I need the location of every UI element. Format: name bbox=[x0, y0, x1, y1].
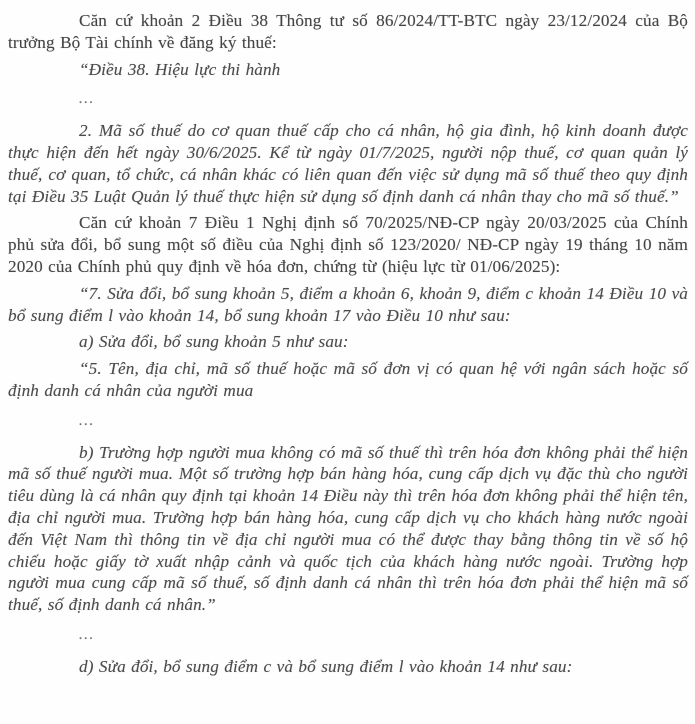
paragraph-point-a-amendment: a) Sửa đổi, bổ sung khoản 5 như sau: bbox=[79, 332, 349, 352]
paragraph-legal-basis-decree: Căn cứ khoản 7 Điều 1 Nghị định số 70/2025/NĐ-CP ngày 20/03/2025 của Chính phủ sửa đổi, bổ sung một số điều của Nghị định số 123/2020/ NĐ-CP ngày 19 tháng 10 năm 2020 của Chính phủ quy định về hóa đơn, chứng từ (hiệu lực từ 01/06/2025): bbox=[8, 213, 688, 276]
paragraph-point-d-amendment: d) Sửa đổi, bổ sung điểm c và bổ sung điểm l vào khoản 14 như sau: bbox=[79, 656, 573, 676]
paragraph-ellipsis: ... bbox=[79, 412, 95, 429]
paragraph-ellipsis: ... bbox=[79, 91, 95, 108]
paragraph-legal-basis-circular: Căn cứ khoản 2 Điều 38 Thông tư số 86/2024/TT-BTC ngày 23/12/2024 của Bộ trưởng Bộ Tài chính về đăng ký thuế: bbox=[8, 11, 688, 52]
paragraph-clause-2-tax-code: 2. Mã số thuế do cơ quan thuế cấp cho cá nhân, hộ gia đình, hộ kinh doanh được thực hiện đến hết ngày 30/6/2025. Kể từ ngày 01/7/2025, người nộp thuế, cơ quan quản lý thuế, cơ quan, tổ chức, cá nhân khác có liên quan đến việc sử dụng mã số thuế theo quy định tại Điều 35 Luật Quản lý thuế thực hiện sử dụng số định danh cá nhân thay cho mã số thuế.” bbox=[8, 121, 688, 206]
paragraph-ellipsis: ... bbox=[79, 626, 95, 643]
paragraph-clause-5-buyer-info: “5. Tên, địa chỉ, mã số thuế hoặc mã số đơn vị có quan hệ với ngân sách hoặc số định danh cá nhân của người mua bbox=[8, 359, 688, 400]
paragraph-point-b-no-tax-code: b) Trường hợp người mua không có mã số thuế thì trên hóa đơn không phải thể hiện mã số thuế người mua. Một số trường hợp bán hàng hóa, cung cấp dịch vụ đặc thù cho người tiêu dùng là cá nhân quy định tại khoản 14 Điều này thì trên hóa đơn không phải thể hiện tên, địa chỉ người mua. Trường hợp bán hàng hóa, cung cấp dịch vụ cho khách hàng nước ngoài đến Việt Nam thì thông tin về địa chỉ người mua có thể được thay bằng thông tin về số hộ chiếu hoặc giấy tờ xuất nhập cảnh và quốc tịch của khách hàng nước ngoài. Trường hợp người mua cung cấp mã số thuế, số định danh cá nhân thì trên hóa đơn phải thể hiện mã số thuế, số định danh cá nhân.” bbox=[8, 442, 688, 615]
paragraph-article-38-heading: “Điều 38. Hiệu lực thi hành bbox=[79, 59, 281, 79]
paragraph-clause-7-amendment: “7. Sửa đổi, bổ sung khoản 5, điểm a khoản 6, khoản 9, điểm c khoản 14 Điều 10 và bổ sung điểm l vào khoản 14, bổ sung khoản 17 vào Điều 10 như sau: bbox=[8, 283, 688, 325]
